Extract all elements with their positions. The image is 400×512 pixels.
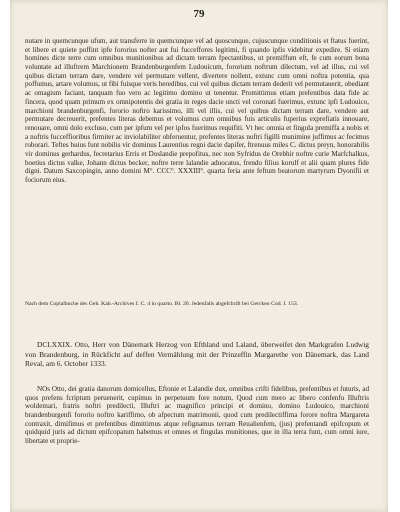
- source-note: [25, 300, 369, 309]
- charter-text-continuation: [25, 37, 369, 185]
- paragraph: nutare in quemcunque ufum, aut transferre in quemcunque vel ad quoscunque, cujuscunque conditionis et ftatus fuerint, et libere et quiete poffint ipfe fororius nofter aut fui fucceffores legitimi, fi quando ipfis videbitur expedire. Si etiam homines dicte terre cum omnibus munitionibus ad dictam terram fpectantibus, ut premiffum eft, fe cum eorum bona voluntate ad illuftrem Marchionem Brandenburgenfem Ludouicum, fororium noftrum dilectum, vel ad illus, cui vel quibus dictam terram dare, vendere vel permutare vellent, divertere nollent, extunc cum omni noftra potentia, qua poffumus, artare volumus, ut fibi fuisque veris heredibus, cui vel quibus dictam terram dederit vel permutauerit, obediant ac omagium faciant, tanquam fuo vero ac legitimo domino ut tenentur. Promittimus etiam prefentibus data fide ac fincera, quod quam primum ex omnipotentis dei gratia in reges dacie uncti vel coronati fuerimus, extunc ipfi Ludouico, marchioni brandenburgenfi, fororio noftro karissimo, illi vel illis, cui vel quibus dictam terram dare, vendere aut permutare decreuerit, prefentes literas debemus et volumus cum omnibus fuis articulis fuperius exprefiatis innouare, renouare, omni dolo excluso, cum per ipfum vel per ipfos fuerimus requifiti. Vt hec omnia et fingula premiffa a nobis et a noftris fucceffioribus firmiter ac inviolabiliter obferuentur, prefentes literas noftri figilli munimine juffimus ac fecimus roborari. Teftes huius funt nobilis vir dominus Laurentius regni dacie dapifer, ftrenuus miles C. dictus preyn, honorabilis vir dominus gerhardus, fecretarius Erris et Doslandie prepofitus, nec non Syfridus de Orebhir noftre curie Marfchalkus, boetius dictus valke, Johann dictus becker, noftre terre lalandie aduocatus, frendo filius korulf et alii quam plures fide digni. Datum Saxcopingin, anno domini M°. CCC°. XXXIII°. quarta feria ante feftum beatorum martyrum Dyonifii et fociorum eius.: [25, 37, 369, 184]
- page-number: 79: [193, 8, 205, 20]
- source-note-text: Nach dem Copialbuche des Geh. Kab.-Archives I. C. 4 in quarto. Bl. 20. Jedenfalls abgefchrift bei Gercken Cod. I. 153.: [25, 301, 299, 307]
- paragraph: NOs Otto, dei gratia danorum domicellus, Eftonie et Lalandie dux, omnibus crifti fidelibus, prefentibus et futuris, ad quos prefens fcriptum peruenerit, cupimus in perpetuum fore notum, Quod cum mero ac libero confenfu Illuftris woldemari, fratris noftri predilecti, Illuftri ac magnifico principi et domino, domino Ludouico, marchioni brandenburgenfi fororio noftro kariffimo, ob afpectum matrimonii, quod cum predilectiffima forore noftra Margareta contraxit, dimifimus et prefentibus dimittimus atque refignamus terram Reualienfem, (jus) prefentandi epifcopum et quidquid juris ad dictum epifcopatum habemus et omnes et fingulas munitiones, que in illa terra funt, cum omni iure, libertate et proprie-: [25, 385, 369, 446]
- document-page: [10, 0, 388, 512]
- charter-text: [25, 385, 369, 446]
- document-heading: [25, 340, 369, 369]
- heading-text: DCLXXIX. Otto, Herr von Dänemark Herzog von Efthland und Laland, überweifet den Markgrafen Ludwig von Brandenburg, in Rückficht auf deffen Vermählung mit der Prinzeffin Margarethe von Dänemark, das Land Reval, am 6. October 1333.: [25, 340, 369, 369]
